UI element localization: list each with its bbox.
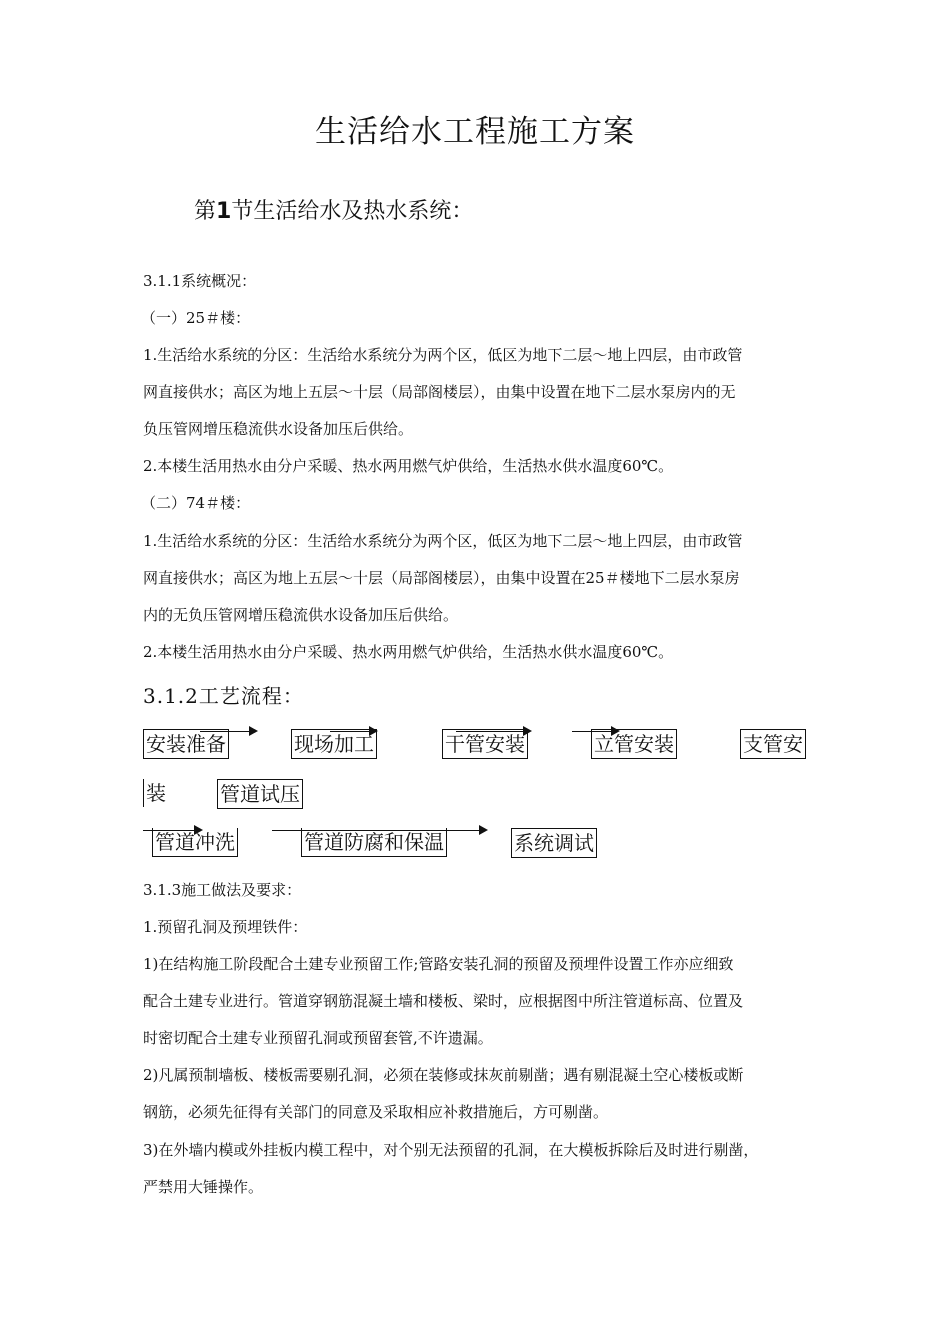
paragraph-line: （二）74＃楼： [141, 494, 251, 512]
paragraph-line: 配合土建专业进行。管道穿钢筋混凝土墙和楼板、梁时，应根据图中所注管道标高、位置及 [143, 992, 744, 1010]
paragraph-line: 1)在结构施工阶段配合土建专业预留工作;管路安装孔洞的预留及预埋件设置工作亦应细致 [143, 955, 734, 973]
paragraph-line: 钢筋，必须先征得有关部门的同意及采取相应补救措施后，方可剔凿。 [143, 1103, 609, 1121]
document-title: 生活给水工程施工方案 [315, 114, 635, 150]
paragraph-line: 3)在外墙内模或外挂板内模工程中，对个别无法预留的孔洞，在大模板拆除后及时进行剔凿， [143, 1141, 759, 1159]
flow-box-site-processing: 现场加工 [291, 729, 377, 759]
flow-box-branch-install: 支管安 [740, 729, 806, 759]
paragraph-line: 1.预留孔洞及预埋铁件： [143, 918, 308, 936]
flow-box-install-prep: 安装准备 [143, 729, 229, 759]
paragraph-line: 网直接供水；高区为地上五层～十层（局部阁楼层），由集中设置在25＃楼地下二层水泵房 [143, 569, 740, 587]
paragraph-line: 2)凡属预制墙板、楼板需要剔孔洞，必须在装修或抹灰前剔凿；遇有剔混凝土空心楼板或断 [143, 1066, 744, 1084]
paragraph-line: 3.1.3施工做法及要求： [143, 881, 302, 899]
flow-box-anticorrosion-insulation: 管道防腐和保温 [301, 828, 447, 857]
paragraph-line: 1.生活给水系统的分区：生活给水系统分为两个区，低区为地下二层～地上四层，由市政管 [143, 532, 743, 550]
flow-arrow-icon [330, 731, 376, 732]
section-prefix: 第 [194, 199, 217, 224]
paragraph-line: 负压管网增压稳流供水设备加压后供给。 [143, 420, 414, 438]
flow-box-pressure-test: 管道试压 [217, 779, 303, 809]
paragraph-line: 时密切配合土建专业预留孔洞或预留套管,不许遗漏。 [143, 1029, 493, 1047]
paragraph-line: 内的无负压管网增压稳流供水设备加压后供给。 [143, 606, 459, 624]
flow-box-system-commissioning: 系统调试 [511, 828, 597, 858]
flow-arrow-icon [272, 830, 486, 831]
flow-arrow-icon [200, 731, 256, 732]
flow-arrow-icon [143, 830, 201, 831]
section-suffix: 节生活给水及热水系统： [231, 199, 474, 224]
flow-arrow-icon [456, 731, 530, 732]
paragraph-line: 严禁用大锤操作。 [143, 1178, 264, 1196]
paragraph-line: 2.本楼生活用热水由分户采暖、热水两用燃气炉供给，生活热水供水温度60℃。 [143, 643, 674, 661]
flow-box-pipe-flushing: 管道冲洗 [152, 828, 238, 857]
paragraph-line: 2.本楼生活用热水由分户采暖、热水两用燃气炉供给，生活热水供水温度60℃。 [143, 457, 674, 475]
subheading-process-flow: 3.1.2工艺流程： [143, 684, 304, 708]
paragraph-line: 3.1.1系统概况： [143, 272, 257, 290]
flow-box-riser-install: 立管安装 [591, 729, 677, 759]
flow-box-main-pipe-install: 干管安装 [442, 729, 528, 759]
flow-arrow-icon [572, 731, 618, 732]
section-heading [194, 194, 473, 225]
paragraph-line: 1.生活给水系统的分区：生活给水系统分为两个区，低区为地下二层～地上四层，由市政管 [143, 346, 743, 364]
section-number: 1 [216, 199, 232, 224]
paragraph-line: 网直接供水；高区为地上五层～十层（局部阁楼层），由集中设置在地下二层水泵房内的无 [143, 383, 736, 401]
paragraph-line: （一）25＃楼： [141, 309, 251, 327]
flow-text-branch-install-cont: 装 [143, 779, 166, 807]
